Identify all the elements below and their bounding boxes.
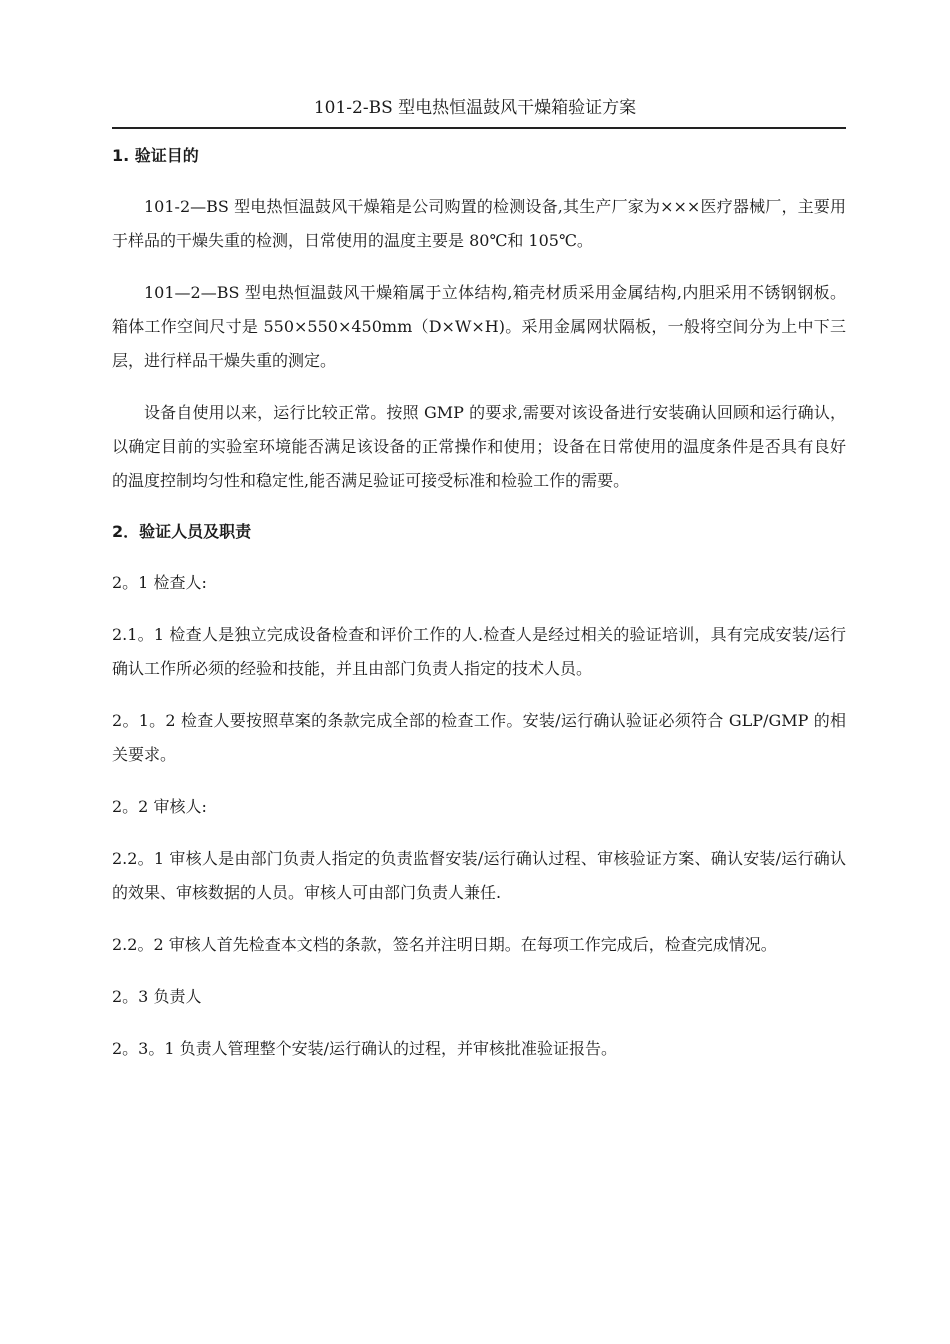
section-heading-personnel: 2．验证人员及职责 — [112, 522, 252, 541]
document-body — [112, 140, 846, 1084]
purpose-paragraph: 设备自使用以来，运行比较正常。按照 GMP 的要求,需要对该设备进行安装确认回顾和运行确认，以确定目前的实验室环境能否满足该设备的正常操作和使用；设备在日常使用的温度条件是否具有良好的温度控制均匀性和稳定性,能否满足验证可接受标准和检验工作的需要。 — [112, 403, 846, 490]
personnel-clause: 2。3。1 负责人管理整个安装/运行确认的过程，并审核批准验证报告。 — [112, 1039, 618, 1058]
personnel-clause: 2.1。1 检查人是独立完成设备检查和评价工作的人.检查人是经过相关的验证培训，具有完成安装/运行确认工作所必须的经验和技能，并且由部门负责人指定的技术人员。 — [112, 625, 846, 678]
personnel-clause: 2.2。1 审核人是由部门负责人指定的负责监督安装/运行确认过程、审核验证方案、确认安装/运行确认的效果、审核数据的人员。审核人可由部门负责人兼任. — [112, 849, 846, 902]
personnel-clause: 2。1。2 检查人要按照草案的条款完成全部的检查工作。安装/运行确认验证必须符合 GLP/GMP 的相关要求。 — [112, 711, 846, 764]
purpose-paragraph: 101—2—BS 型电热恒温鼓风干燥箱属于立体结构,箱壳材质采用金属结构,内胆采用不锈钢钢板。箱体工作空间尺寸是 550×550×450mm（D×W×H)。采用金属网状隔板，一般将空间分为上中下三层，进行样品干燥失重的测定。 — [112, 283, 846, 370]
personnel-subheading-reviewer: 2。2 审核人: — [112, 797, 207, 816]
header-divider — [112, 127, 846, 129]
section-heading-purpose: 1. 验证目的 — [112, 146, 199, 165]
document-title: 101-2-BS 型电热恒温鼓风干燥箱验证方案 — [313, 98, 637, 118]
personnel-subheading-owner: 2。3 负责人 — [112, 987, 202, 1006]
personnel-subheading-inspector: 2。1 检查人: — [112, 573, 207, 592]
purpose-paragraph: 101-2—BS 型电热恒温鼓风干燥箱是公司购置的检测设备,其生产厂家为×××医疗器械厂，主要用于样品的干燥失重的检测，日常使用的温度主要是 80℃和 105℃。 — [112, 197, 846, 250]
personnel-clause: 2.2。2 审核人首先检查本文档的条款，签名并注明日期。在每项工作完成后，检查完成情况。 — [112, 935, 777, 954]
